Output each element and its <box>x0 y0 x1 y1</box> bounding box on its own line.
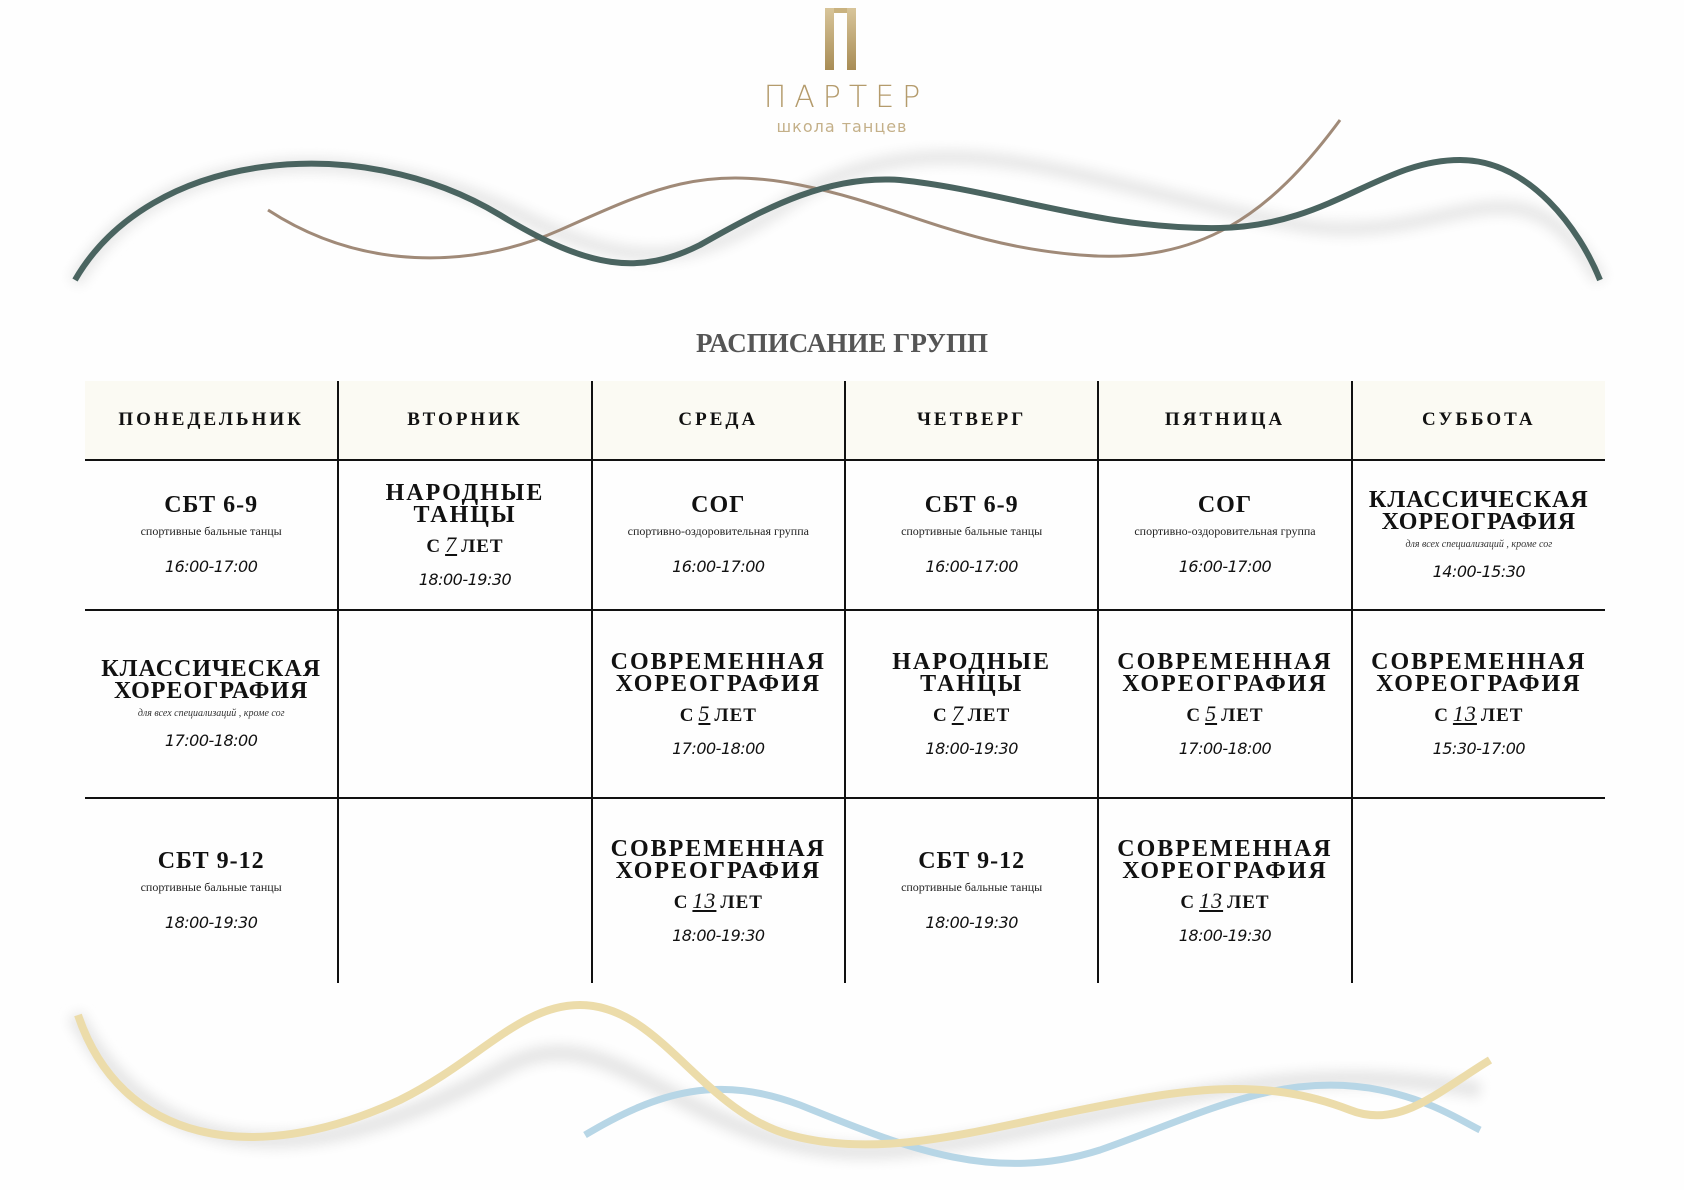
schedule-cell <box>338 610 591 798</box>
class-time: 15:30-17:00 <box>1432 738 1526 758</box>
age-suffix: ЛЕТ <box>1227 891 1270 913</box>
class-note: для всех специализаций , кроме сог <box>137 708 285 719</box>
class-title: СОГ <box>691 492 746 518</box>
age-label <box>1103 701 1346 727</box>
age-number: 7 <box>951 700 964 726</box>
schedule-cell <box>1352 798 1605 983</box>
class-description: спортивно-оздоровительная группа <box>1134 524 1316 538</box>
age-prefix: С <box>426 535 442 557</box>
day-header-friday: ПЯТНИЦА <box>1098 381 1351 460</box>
day-header-saturday: СУББОТА <box>1352 381 1605 460</box>
age-prefix: С <box>673 891 689 913</box>
schedule-cell <box>845 610 1098 798</box>
class-title: СБТ 6-9 <box>924 492 1019 518</box>
class-time: 16:00-17:00 <box>164 557 258 576</box>
schedule-row <box>85 798 1605 983</box>
logo <box>0 6 1684 136</box>
class-title: СОВРЕМЕННАЯ ХОРЕОГРАФИЯ <box>1371 648 1587 697</box>
schedule-cell <box>1352 460 1605 610</box>
brand-subtitle: школа танцев <box>776 117 908 136</box>
age-label <box>1103 888 1346 914</box>
age-number: 13 <box>1199 887 1224 913</box>
class-time: 18:00-19:30 <box>164 913 258 932</box>
class-title: СБТ 9-12 <box>157 848 265 874</box>
class-title: КЛАССИЧЕСКАЯ ХОРЕОГРАФИЯ <box>1368 487 1589 535</box>
schedule-table <box>85 381 1605 983</box>
class-time: 17:00-18:00 <box>1178 738 1272 758</box>
schedule-cell <box>592 798 845 983</box>
day-header-tuesday: ВТОРНИК <box>338 381 591 460</box>
class-time: 16:00-17:00 <box>672 557 765 576</box>
schedule-cell <box>845 798 1098 983</box>
schedule-cell <box>1098 610 1351 798</box>
schedule-cell <box>845 460 1098 610</box>
class-title: НАРОДНЫЕ ТАНЦЫ <box>892 648 1052 697</box>
class-time: 18:00-19:30 <box>672 925 765 945</box>
class-title: СОГ <box>1197 492 1253 518</box>
age-label <box>343 532 586 558</box>
age-number: 5 <box>1205 700 1218 726</box>
class-time: 16:00-17:00 <box>925 557 1018 576</box>
age-prefix: С <box>1186 704 1202 726</box>
day-header-wednesday: СРЕДА <box>592 381 845 460</box>
schedule-cell <box>85 610 338 798</box>
age-number: 13 <box>692 887 717 913</box>
schedule-cell <box>1098 798 1351 983</box>
class-time: 14:00-15:30 <box>1432 562 1526 581</box>
day-header-monday: ПОНЕДЕЛЬНИК <box>85 381 338 460</box>
age-number: 7 <box>445 531 458 557</box>
class-time: 17:00-18:00 <box>164 731 258 750</box>
age-label <box>1357 701 1601 727</box>
class-time: 18:00-19:30 <box>925 738 1018 758</box>
age-suffix: ЛЕТ <box>714 704 757 726</box>
age-suffix: ЛЕТ <box>1480 704 1524 726</box>
schedule-cell <box>592 460 845 610</box>
class-time: 16:00-17:00 <box>1178 557 1272 576</box>
age-number: 5 <box>698 700 711 726</box>
schedule-cell <box>338 460 591 610</box>
age-prefix: С <box>1434 704 1449 726</box>
schedule-row <box>85 610 1605 798</box>
schedule-cell <box>85 798 338 983</box>
age-number: 13 <box>1452 700 1477 726</box>
class-title: СОВРЕМЕННАЯ ХОРЕОГРАФИЯ <box>610 835 826 884</box>
schedule-cell <box>1352 610 1605 798</box>
day-header-thursday: ЧЕТВЕРГ <box>845 381 1098 460</box>
age-label <box>597 888 840 914</box>
schedule-cell <box>85 460 338 610</box>
class-title: СОВРЕМЕННАЯ ХОРЕОГРАФИЯ <box>1117 648 1333 697</box>
class-time: 18:00-19:30 <box>1178 925 1272 945</box>
class-time: 18:00-19:30 <box>925 913 1018 932</box>
class-title: СОВРЕМЕННАЯ ХОРЕОГРАФИЯ <box>1117 835 1333 884</box>
class-time: 17:00-18:00 <box>672 738 765 758</box>
schedule-cell <box>1098 460 1351 610</box>
age-label <box>850 701 1093 727</box>
age-suffix: ЛЕТ <box>461 535 504 557</box>
class-description: спортивно-оздоровительная группа <box>627 524 809 538</box>
partner-logo-icon <box>822 6 862 72</box>
class-title: СБТ 9-12 <box>918 848 1026 874</box>
age-prefix: С <box>1180 891 1196 913</box>
page-title: РАСПИСАНИЕ ГРУПП <box>696 328 988 358</box>
class-description: спортивные бальные танцы <box>901 880 1043 894</box>
class-title: НАРОДНЫЕ ТАНЦЫ <box>385 479 545 528</box>
age-label <box>597 701 840 727</box>
class-note: для всех специализаций , кроме сог <box>1405 539 1553 550</box>
age-suffix: ЛЕТ <box>720 891 763 913</box>
class-description: спортивные бальные танцы <box>140 524 282 538</box>
age-prefix: С <box>679 704 695 726</box>
schedule-cell <box>592 610 845 798</box>
class-title: КЛАССИЧЕСКАЯ ХОРЕОГРАФИЯ <box>101 656 322 704</box>
class-description: спортивные бальные танцы <box>140 880 282 894</box>
class-title: СБТ 6-9 <box>164 492 259 518</box>
age-suffix: ЛЕТ <box>967 704 1011 726</box>
age-prefix: С <box>933 704 948 726</box>
age-suffix: ЛЕТ <box>1221 704 1264 726</box>
class-description: спортивные бальные танцы <box>901 524 1043 538</box>
brand-name: ПАРТЕР <box>763 80 929 115</box>
schedule-cell <box>338 798 591 983</box>
class-time: 18:00-19:30 <box>418 569 512 589</box>
schedule-row <box>85 460 1605 610</box>
days-header-row <box>85 381 1605 460</box>
class-title: СОВРЕМЕННАЯ ХОРЕОГРАФИЯ <box>610 648 826 697</box>
